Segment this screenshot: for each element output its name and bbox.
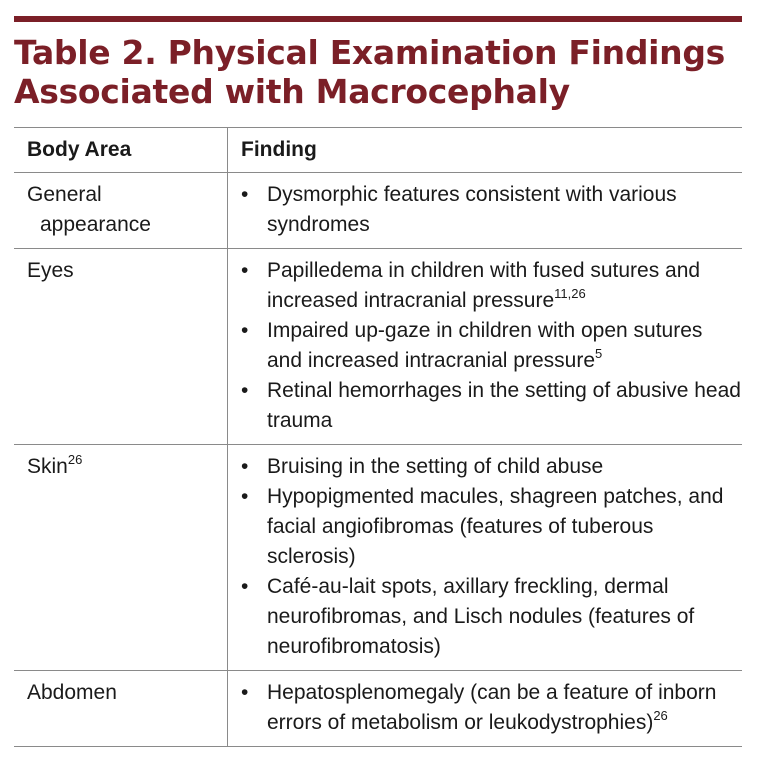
finding-text: Dysmorphic features consistent with various syndromes [267,183,677,236]
table-title [14,33,744,111]
finding-text: Bruising in the setting of child abuse [267,455,604,478]
body-area-label: General [27,183,102,206]
body-area-cell [14,249,228,445]
header-finding: Finding [228,128,743,173]
list-item [241,376,742,436]
table-title-line-1: Table 2. Physical Examination Findings [14,33,726,72]
reference-superscript: 11,26 [554,286,586,301]
table-row [14,671,742,747]
body-area-label: Skin [27,455,68,478]
table-row [14,173,742,249]
bullet: • [241,183,249,206]
reference-superscript: 5 [595,346,603,361]
finding-text: Hepatosplenomegaly (can be a feature of inborn errors of metabolism or leukodystrophies) [267,681,717,734]
bullet: • [241,575,249,598]
findings-table [14,127,742,747]
bullet: • [241,259,249,282]
header-row [14,128,742,173]
bullet: • [241,319,249,342]
finding-list [241,180,742,240]
bullet: • [241,485,249,508]
body-area-cell [14,445,228,671]
list-item [241,482,742,572]
finding-list [241,452,742,662]
list-item [241,256,742,316]
table-title-line-2: Associated with Macrocephaly [14,72,570,111]
title-top-rule [14,16,742,22]
body-area-label: Eyes [27,259,74,282]
finding-text: Hypopigmented macules, shagreen patches, and facial angiofibromas (features of tuberous sclerosis) [267,485,724,568]
list-item [241,180,742,240]
finding-cell [228,671,743,747]
finding-text: Impaired up-gaze in children with open sutures and increased intracranial pressure [267,319,703,372]
finding-cell [228,249,743,445]
reference-superscript: 26 [67,452,83,467]
list-item [241,316,742,376]
body-area-label-cont: appearance [40,213,151,236]
table-row [14,445,742,671]
list-item [241,572,742,662]
finding-list [241,678,742,738]
body-area-cell [14,671,228,747]
finding-cell [228,173,743,249]
table-row [14,249,742,445]
body-area-label: Abdomen [27,681,117,704]
bullet: • [241,681,249,704]
finding-text: Café-au-lait spots, axillary freckling, dermal neurofibromas, and Lisch nodules (features of neurofibromatosis) [267,575,695,658]
reference-superscript: 26 [653,708,668,723]
finding-cell [228,445,743,671]
header-body-area: Body Area [14,128,228,173]
finding-list [241,256,742,436]
list-item [241,678,742,738]
finding-text: Papilledema in children with fused sutures and increased intracranial pressure [267,259,701,312]
bullet: • [241,379,249,402]
bullet: • [241,455,249,478]
finding-text: Retinal hemorrhages in the setting of abusive head trauma [267,379,741,432]
body-area-cell [14,173,228,249]
list-item [241,452,742,482]
